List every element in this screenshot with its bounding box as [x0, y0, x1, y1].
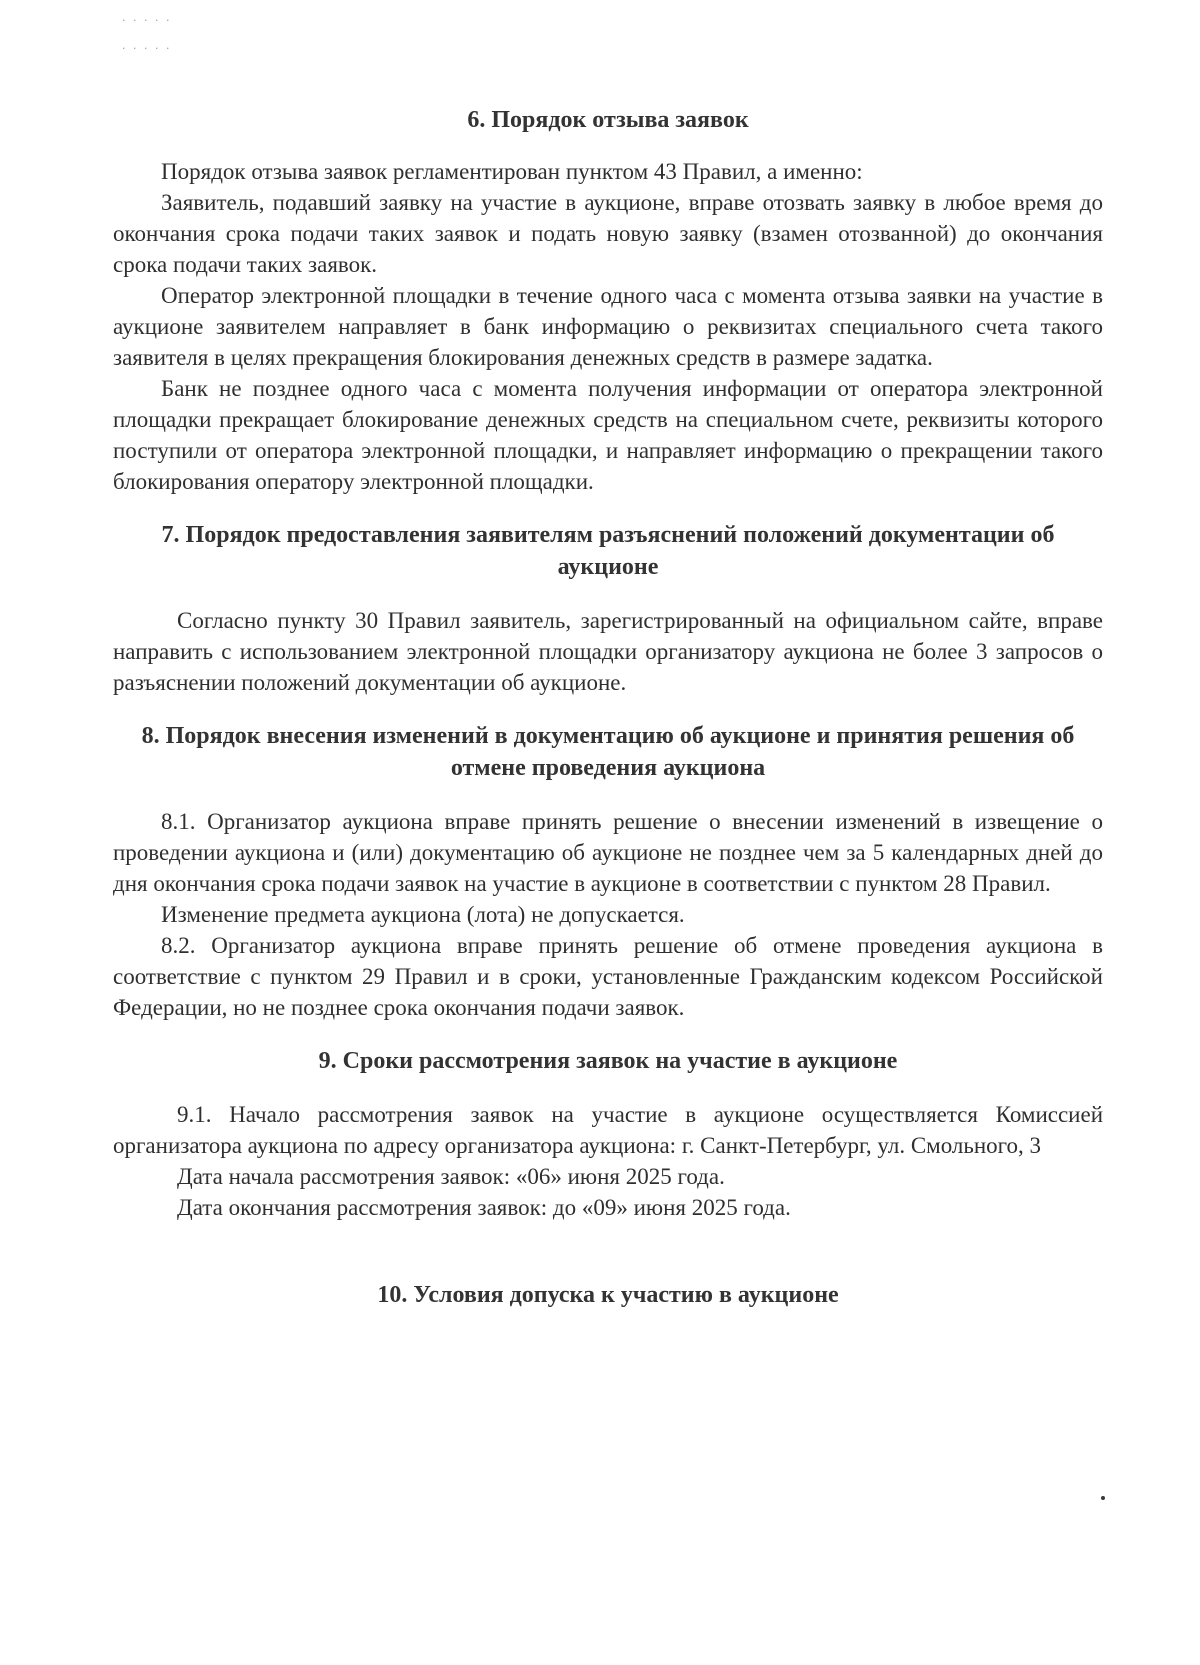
scan-noise	[1101, 1496, 1105, 1500]
section-9-paragraph: Дата начала рассмотрения заявок: «06» июня 2025 года.	[177, 1164, 725, 1189]
section-6-paragraph: Заявитель, подавший заявку на участие в аукционе, вправе отозвать заявку в любое время до окончания срока подачи таких заявок и подать новую заявку (взамен отозванной) до окончания срока подачи таких заявок.	[113, 190, 1103, 277]
section-8-paragraph: 8.2. Организатор аукциона вправе принять решение об отмене проведения аукциона в соответствие с пунктом 29 Правил и в сроки, установленные Гражданским кодексом Российской Федерации, но не позднее срока окончания подачи заявок.	[113, 933, 1103, 1020]
scan-noise: · · · · ·	[122, 14, 172, 27]
section-7-heading: 7. Порядок предоставления заявителям разъяснений положений документации об аукционе	[161, 522, 1055, 580]
section-9-heading: 9. Сроки рассмотрения заявок на участие в аукционе	[318, 1048, 898, 1074]
section-6-paragraph: Банк не позднее одного часа с момента получения информации от оператора электронной площадки прекращает блокирование денежных средств на специальном счете, реквизиты которого поступили от оператора электронной площадки, и направляет информацию о прекращении такого блокирования оператору электронной площадки.	[113, 376, 1103, 494]
section-6-paragraph: Порядок отзыва заявок регламентирован пунктом 43 Правил, а именно:	[161, 159, 863, 184]
section-9-paragraph: 9.1. Начало рассмотрения заявок на участие в аукционе осуществляется Комиссией организатора аукциона по адресу организатора аукциона: г. Санкт-Петербург, ул. Смольного, 3	[113, 1102, 1103, 1158]
section-8-heading: 8. Порядок внесения изменений в документацию об аукционе и принятия решения об отмене проведения аукциона	[141, 723, 1075, 781]
section-8-paragraph: Изменение предмета аукциона (лота) не допускается.	[161, 902, 685, 927]
scan-noise: · · · · ·	[122, 42, 172, 55]
section-6-heading: 6. Порядок отзыва заявок	[467, 107, 749, 133]
section-8-paragraph: 8.1. Организатор аукциона вправе принять решение о внесении изменений в извещение о проведении аукциона и (или) документацию об аукционе не позднее чем за 5 календарных дней до дня окончания срока подачи заявок на участие в аукционе в соответствии с пунктом 28 Правил.	[113, 809, 1103, 896]
document-body	[113, 104, 1103, 1333]
section-7-paragraph: Согласно пункту 30 Правил заявитель, зарегистрированный на официальном сайте, вправе направить с использованием электронной площадки организатору аукциона не более 3 запросов о разъяснении положений документации об аукционе.	[113, 608, 1103, 695]
section-10-heading: 10. Условия допуска к участию в аукционе	[377, 1282, 839, 1308]
section-9-paragraph: Дата окончания рассмотрения заявок: до «09» июня 2025 года.	[177, 1195, 791, 1220]
section-6-paragraph: Оператор электронной площадки в течение одного часа с момента отзыва заявки на участие в аукционе заявителем направляет в банк информацию о реквизитах специального счета такого заявителя в целях прекращения блокирования денежных средств в размере задатка.	[113, 283, 1103, 370]
